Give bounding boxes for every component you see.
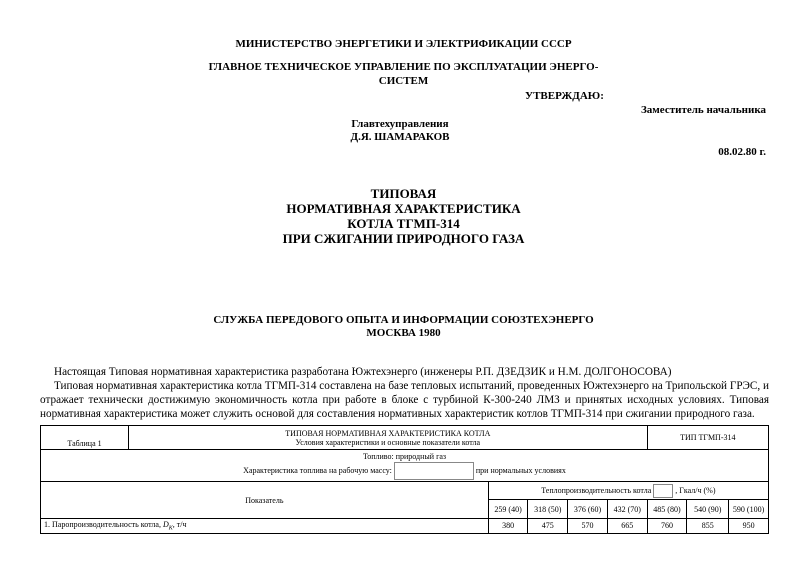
publisher-line2: МОСКВА 1980 xyxy=(366,327,441,339)
table-cell: 760 xyxy=(647,519,687,534)
capacity-column: 485 (80) xyxy=(647,500,687,519)
table-heading-title: ТИПОВАЯ НОРМАТИВНАЯ ХАРАКТЕРИСТИКА КОТЛА xyxy=(285,428,491,438)
capacity-column: 540 (90) xyxy=(687,500,729,519)
title-line: КОТЛА ТГМП-314 xyxy=(347,216,460,231)
capacity-header xyxy=(488,482,768,500)
symbol-placeholder xyxy=(653,484,673,498)
approval-label: УТВЕРЖДАЮ: xyxy=(525,90,604,102)
ministry-heading: МИНИСТЕРСТВО ЭНЕРГЕТИКИ И ЭЛЕКТРИФИКАЦИИ СССР xyxy=(235,38,572,50)
glavtech-label: Главтехуправления xyxy=(351,118,449,130)
fuel-info xyxy=(41,450,769,482)
row-label: 1. Паропроизводительность котла, $D_K$, т/ч xyxy=(41,519,489,534)
capacity-prefix: Теплопроизводительность котла xyxy=(541,485,652,495)
table-cell: 475 xyxy=(528,519,568,534)
fuel-char-prefix: Характеристика топлива на рабочую массу: xyxy=(243,465,392,475)
publisher-line1: СЛУЖБА ПЕРЕДОВОГО ОПЫТА И ИНФОРМАЦИИ СОЮЗТЕХЭНЕРГО xyxy=(213,314,594,326)
intro-paragraph: Настоящая Типовая нормативная характеристика разработана Южтехэнерго (инженеры Р.П. ДЗЕДЗИК и Н.М. ДОЛГОНОСОВА) xyxy=(54,366,672,378)
fuel-row xyxy=(41,450,769,482)
fuel-char-suffix: при нормальных условиях xyxy=(475,465,566,475)
table-label: Таблица 1 xyxy=(41,426,129,450)
capacity-column: 432 (70) xyxy=(607,500,647,519)
capacity-suffix: , Гкал/ч (%) xyxy=(675,485,716,495)
title-line: НОРМАТИВНАЯ ХАРАКТЕРИСТИКА xyxy=(286,201,521,216)
capacity-column: 590 (100) xyxy=(729,500,769,519)
boiler-type: ТИП ТГМП-314 xyxy=(647,426,768,450)
deputy-title: Заместитель начальника xyxy=(641,104,766,116)
signer-name: Д.Я. ШАМАРАКОВ xyxy=(350,131,450,143)
table-cell: 570 xyxy=(568,519,608,534)
characteristics-table xyxy=(40,425,769,534)
approval-date: 08.02.80 г. xyxy=(718,146,766,158)
table-cell: 855 xyxy=(687,519,729,534)
document-title xyxy=(0,186,807,246)
formula-placeholder xyxy=(394,462,474,480)
table-heading xyxy=(129,426,648,450)
fuel-type: Топливо: природный газ xyxy=(362,452,447,461)
table-header-row xyxy=(41,426,769,450)
department-heading-line2: СИСТЕМ xyxy=(378,75,429,87)
department-heading-line1: ГЛАВНОЕ ТЕХНИЧЕСКОЕ УПРАВЛЕНИЕ ПО ЭКСПЛУАТАЦИИ ЭНЕРГО- xyxy=(208,61,599,73)
table-row xyxy=(41,519,769,534)
table-cell: 380 xyxy=(488,519,528,534)
title-line: ПРИ СЖИГАНИИ ПРИРОДНОГО ГАЗА xyxy=(282,231,525,246)
capacity-column: 259 (40) xyxy=(488,500,528,519)
title-line: ТИПОВАЯ xyxy=(370,186,437,201)
steam-output-symbol: D xyxy=(162,520,169,529)
description-paragraph: Типовая нормативная характеристика котла ТГМП-314 составлена на базе тепловых испытаний, проведенных Южтехэнерго на Трипольской ГРЭС, и отражает технически достижимую экономичность котла при работе в блоке с турбиной К-300-240 ЛМЗ и принятых исходных условиях. Типовая нормативная характеристика может служить основой для составления нормативных характеристик котлов ТГМП-314 при сжигании природного газа. xyxy=(40,380,769,420)
capacity-column: 318 (50) xyxy=(528,500,568,519)
indicator-header: Показатель xyxy=(41,482,489,519)
column-group-row xyxy=(41,482,769,500)
capacity-column: 376 (60) xyxy=(568,500,608,519)
fuel-characteristics xyxy=(44,462,765,480)
table-cell: 950 xyxy=(729,519,769,534)
table-heading-subtitle: Условия характеристики и основные показатели котла xyxy=(295,437,481,447)
table-cell: 665 xyxy=(607,519,647,534)
